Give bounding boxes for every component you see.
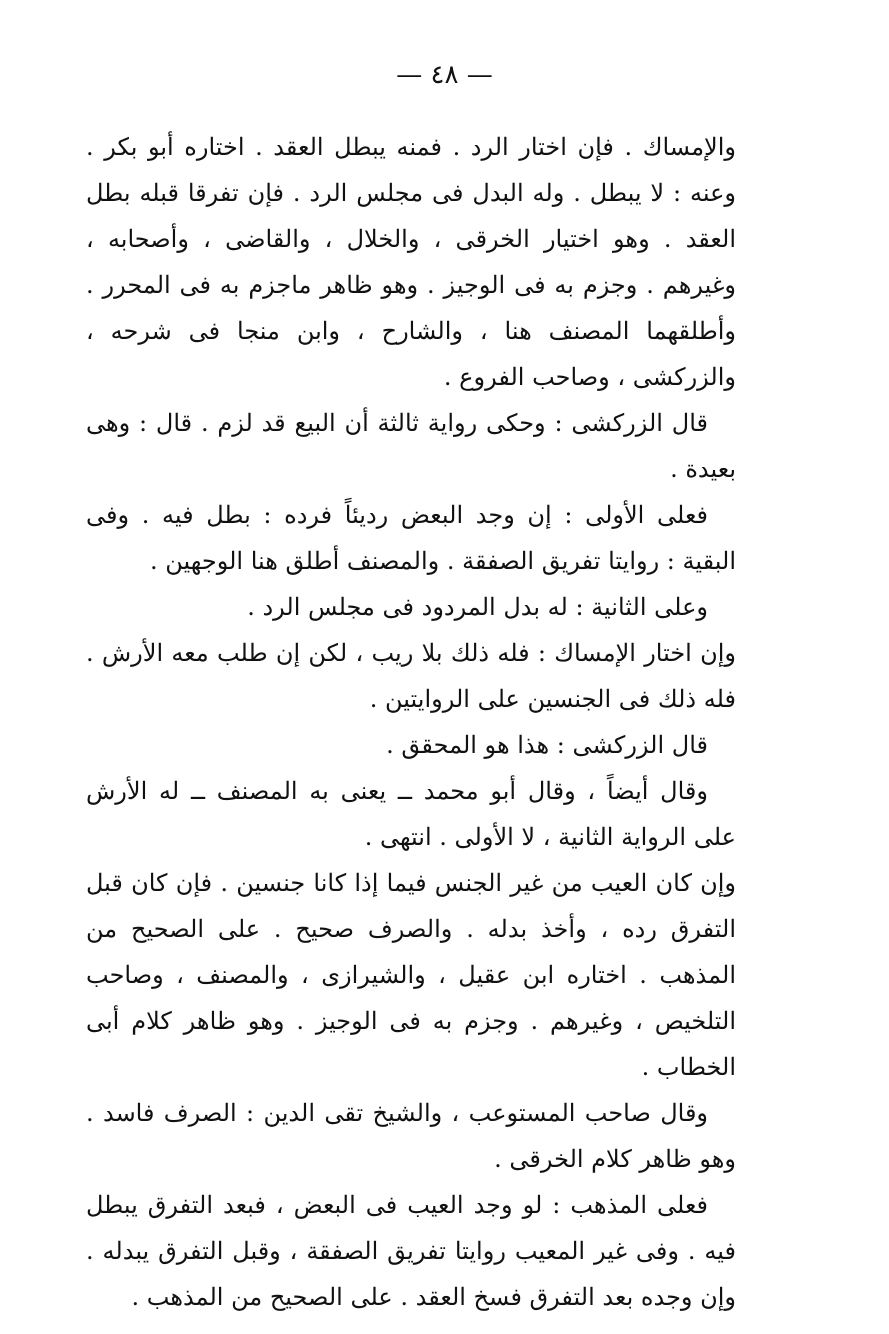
body-text — [86, 124, 736, 1320]
paragraph: وقال صاحب المستوعب ، والشيخ تقى الدين : الصرف فاسد . وهو ظاهر كلام الخرقى . — [86, 1099, 736, 1173]
paragraph: فعلى المذهب : لو وجد العيب فى البعض ، فبعد التفرق يبطل فيه . وفى غير المعيب روايتا تفريق الصفقة ، وقبل التفرق يبدله . وإن وجده بعد التفرق فسخ العقد . على الصحيح من المذهب . — [86, 1191, 736, 1311]
page-number: — ٤٨ — — [396, 60, 493, 90]
paragraph: والإمساك . فإن اختار الرد . فمنه يبطل العقد . اختاره أبو بكر . وعنه : لا يبطل . وله البدل فى مجلس الرد . فإن تفرقا قبله بطل العقد . وهو اختيار الخرقى ، والخلال ، والقاضى ، وأصحابه ، وغيرهم . وجزم به فى الوجيز . وهو ظاهر ماجزم به فى المحرر . وأطلقهما المصنف هنا ، والشارح ، وابن منجا فى شرحه ، والزركشى ، وصاحب الفروع . — [86, 133, 736, 391]
paragraph: وعلى الثانية : له بدل المردود فى مجلس الرد . — [247, 593, 708, 621]
paragraph: فعلى الأولى : إن وجد البعض رديئاً فرده : بطل فيه . وفى البقية : روايتا تفريق الصفقة . والمصنف أطلق هنا الوجهين . — [86, 501, 736, 575]
paragraph: قال الزركشى : وحكى رواية ثالثة أن البيع قد لزم . قال : وهى بعيدة . — [86, 409, 736, 483]
paragraph: وقال أيضاً ، وقال أبو محمد ــ يعنى به المصنف ــ له الأرش على الرواية الثانية ، لا الأولى . انتهى . — [86, 777, 736, 851]
paragraph: وإن كان العيب من غير الجنس فيما إذا كانا جنسين . فإن كان قبل التفرق رده ، وأخذ بدله . والصرف صحيح . على الصحيح من المذهب . اختاره ابن عقيل ، والشيرازى ، والمصنف ، وصاحب التلخيص ، وغيرهم . وجزم به فى الوجيز . وهو ظاهر كلام أبى الخطاب . — [86, 869, 737, 1081]
paragraph: وإن اختار الإمساك : فله ذلك بلا ريب ، لكن إن طلب معه الأرش . فله ذلك فى الجنسين على الروايتين . — [86, 639, 736, 713]
paragraph: قال الزركشى : هذا هو المحقق . — [386, 731, 708, 759]
